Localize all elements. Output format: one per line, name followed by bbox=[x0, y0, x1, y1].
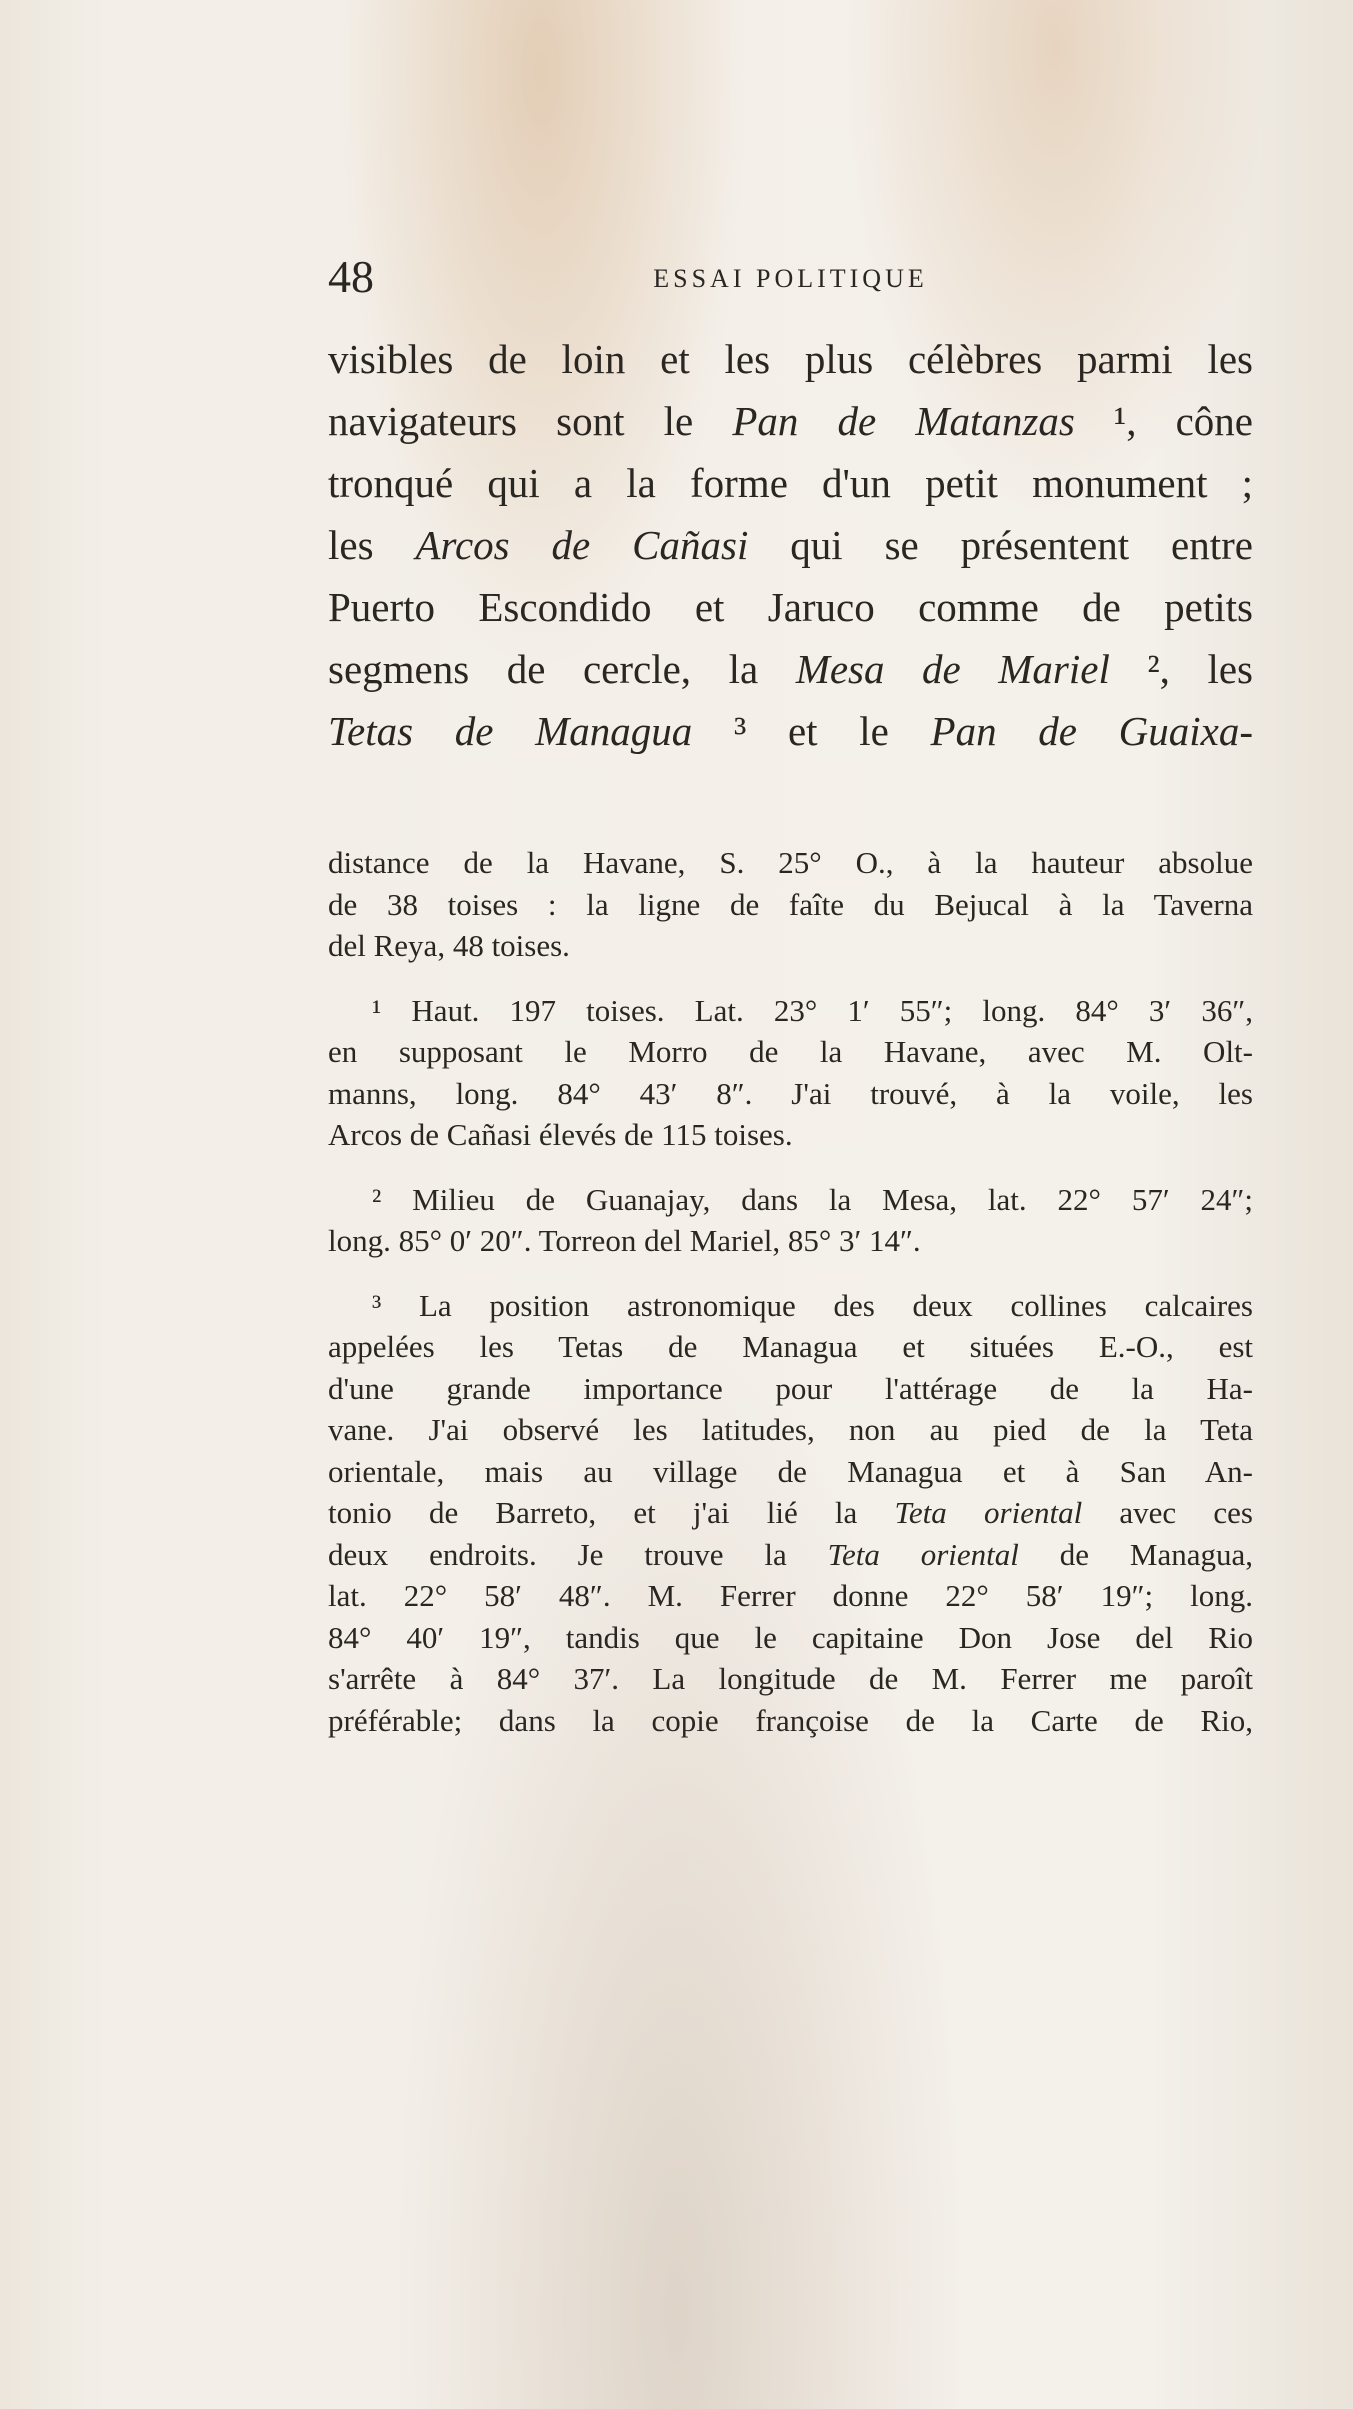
footnote-3: ³ La position astronomique des deux collines calcaires bbox=[372, 1287, 1253, 1323]
footnotes bbox=[328, 842, 1253, 1741]
footnote-line: del Reya, 48 toises. bbox=[328, 928, 570, 963]
text-line: tronqué qui a la forme d'un petit monument ; bbox=[328, 460, 1253, 506]
text-line: visibles de loin et les plus célèbres parmi les bbox=[328, 336, 1253, 382]
footnote-1: ¹ Haut. 197 toises. Lat. 23° 1′ 55″; long. 84° 3′ 36″, bbox=[372, 992, 1253, 1028]
page-header bbox=[328, 250, 1253, 310]
footnote-line: lat. 22° 58′ 48″. M. Ferrer donne 22° 58′ 19″; long. bbox=[328, 1578, 1253, 1613]
footnote-line: Arcos de Cañasi élevés de 115 toises. bbox=[328, 1117, 793, 1152]
footnote-line: long. 85° 0′ 20″. Torreon del Mariel, 85° 3′ 14″. bbox=[328, 1223, 921, 1258]
footnote-line: d'une grande importance pour l'attérage de la Ha- bbox=[328, 1370, 1253, 1406]
footnote-line: de 38 toises : la ligne de faîte du Bejucal à la Taverna bbox=[328, 886, 1253, 922]
footnote-2: ² Milieu de Guanajay, dans la Mesa, lat. 22° 57′ 24″; bbox=[372, 1181, 1253, 1217]
footnote-line: appelées les Tetas de Managua et situées E.-O., est bbox=[328, 1329, 1253, 1364]
footnote-line: en supposant le Morro de la Havane, avec M. Olt- bbox=[328, 1034, 1253, 1069]
footnote-line: deux endroits. Je trouve la Teta oriental de Managua, bbox=[328, 1536, 1253, 1572]
text-line: Puerto Escondido et Jaruco comme de petits bbox=[328, 584, 1253, 630]
footnote-line: manns, long. 84° 43′ 8″. J'ai trouvé, à la voile, les bbox=[328, 1075, 1253, 1111]
main-text bbox=[328, 328, 1253, 762]
footnote-line: 84° 40′ 19″, tandis que le capitaine Don Jose del Rio bbox=[328, 1619, 1253, 1655]
running-title: ESSAI POLITIQUE bbox=[653, 264, 928, 293]
footnote-line: tonio de Barreto, et j'ai lié la Teta oriental avec ces bbox=[328, 1495, 1253, 1530]
text-line: les Arcos de Cañasi qui se présentent entre bbox=[328, 522, 1253, 568]
footnote-line: vane. J'ai observé les latitudes, non au pied de la Teta bbox=[328, 1412, 1253, 1447]
footnote-line: distance de la Havane, S. 25° O., à la hauteur absolue bbox=[328, 845, 1253, 880]
text-line: segmens de cercle, la Mesa de Mariel ², les bbox=[328, 646, 1253, 692]
text-line: Tetas de Managua ³ et le Pan de Guaixa- bbox=[328, 708, 1253, 754]
text-line: navigateurs sont le Pan de Matanzas ¹, cône bbox=[328, 398, 1254, 444]
page-number: 48 bbox=[328, 251, 374, 302]
footnote-line: s'arrête à 84° 37′. La longitude de M. Ferrer me paroît bbox=[328, 1661, 1253, 1696]
footnote-line: préférable; dans la copie françoise de la Carte de Rio, bbox=[328, 1702, 1253, 1738]
footnote-line: orientale, mais au village de Managua et à San An- bbox=[328, 1453, 1253, 1489]
